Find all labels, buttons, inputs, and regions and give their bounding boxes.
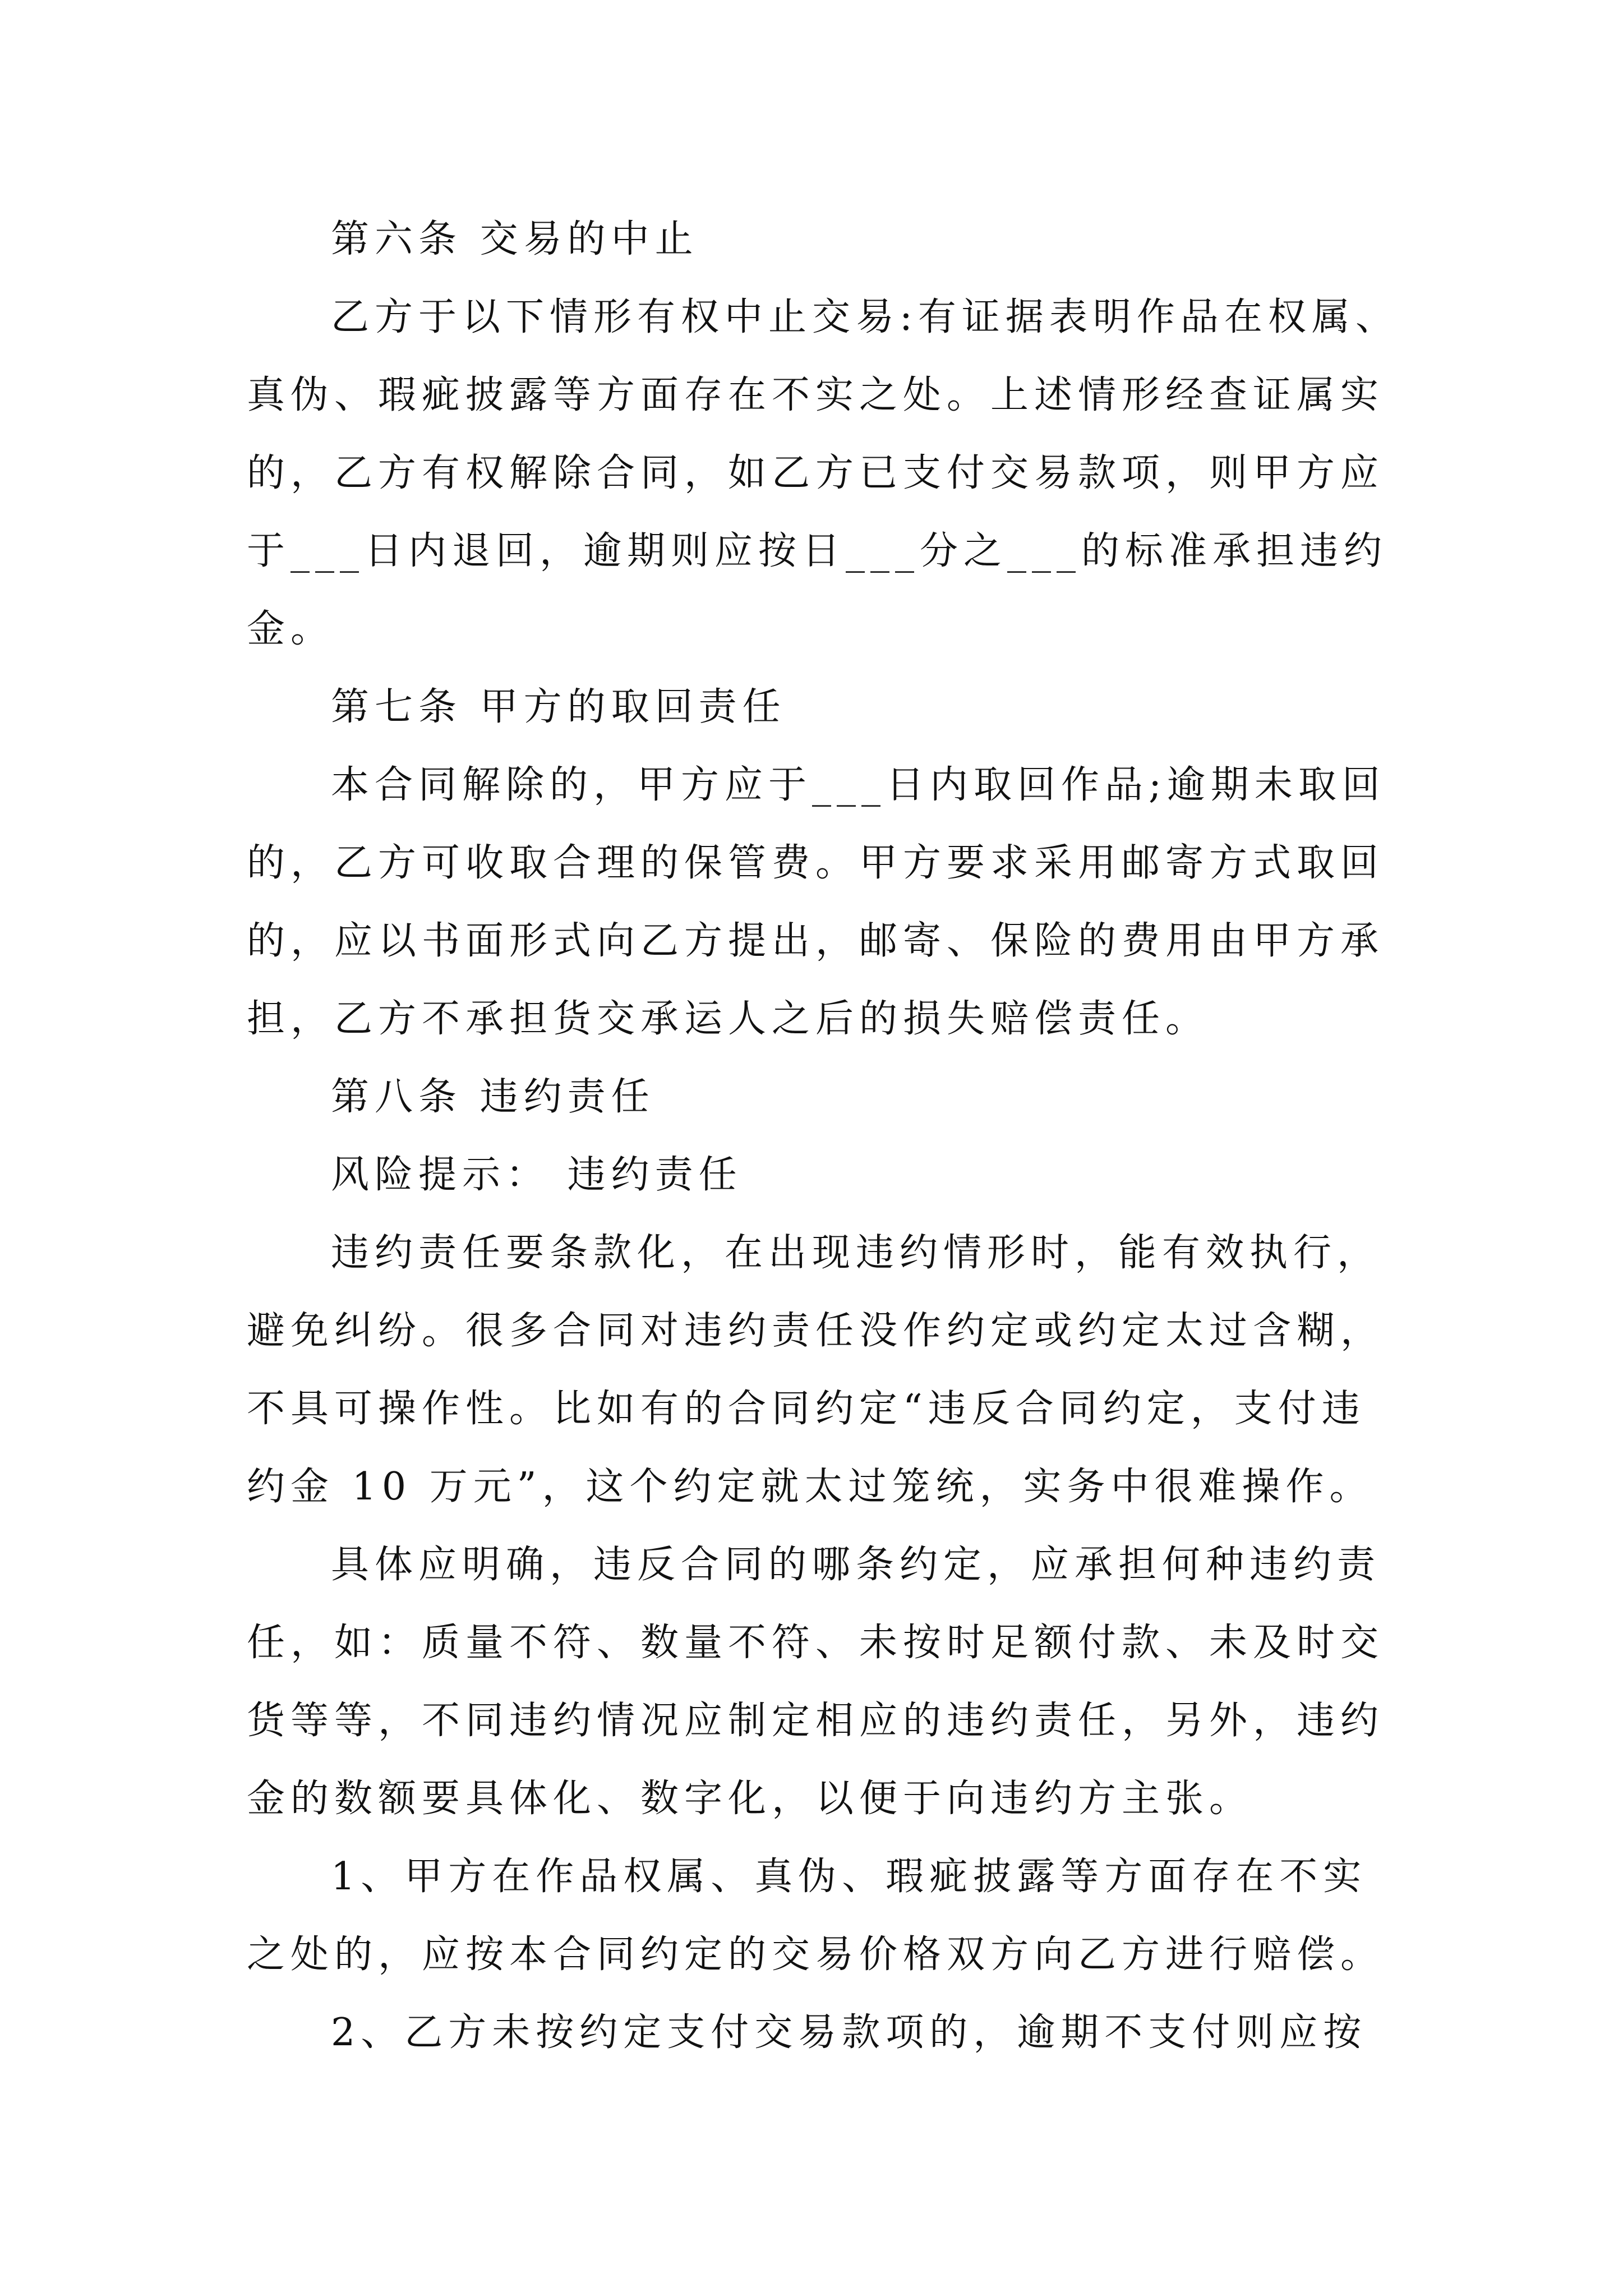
paragraph-line: 的，应以书面形式向乙方提出，邮寄、保险的费用由甲方承 (247, 919, 1385, 963)
article-6-heading: 第六条 交易的中止 (331, 217, 699, 261)
paragraph-line: 真伪、瑕疵披露等方面存在不实之处。上述情形经查证属实 (247, 373, 1385, 417)
paragraph-line: 乙方于以下情形有权中止交易:有证据表明作品在权属、 (331, 295, 1399, 339)
paragraph-line: 金。 (247, 607, 335, 651)
paragraph-line: 的，乙方有权解除合同，如乙方已支付交易款项，则甲方应 (247, 451, 1385, 495)
paragraph-line: 之处的，应按本合同约定的交易价格双方向乙方进行赔偿。 (247, 1932, 1385, 1977)
list-item-1: 1、甲方在作品权属、真伪、瑕疵披露等方面存在不实 (331, 1855, 1367, 1899)
risk-note-heading: 风险提示： 违约责任 (331, 1153, 743, 1197)
article-8-heading: 第八条 违约责任 (331, 1075, 655, 1119)
paragraph-line: 违约责任要条款化，在出现违约情形时，能有效执行， (331, 1231, 1381, 1275)
paragraph-line: 约金 10 万元”，这个约定就太过笼统，实务中很难操作。 (247, 1465, 1373, 1509)
paragraph-line: 避免纠纷。很多合同对违约责任没作约定或约定太过含糊， (247, 1309, 1385, 1353)
paragraph-line: 金的数额要具体化、数字化，以便于向违约方主张。 (247, 1777, 1253, 1821)
article-7-heading: 第七条 甲方的取回责任 (331, 685, 786, 729)
paragraph-line: 担，乙方不承担货交承运人之后的损失赔偿责任。 (247, 997, 1210, 1041)
paragraph-line: 货等等，不同违约情况应制定相应的违约责任，另外，违约 (247, 1699, 1385, 1743)
paragraph-line: 具体应明确，违反合同的哪条约定，应承担何种违约责 (331, 1543, 1381, 1587)
list-item-2: 2、乙方未按约定支付交易款项的，逾期不支付则应按 (331, 2010, 1367, 2055)
paragraph-line: 不具可操作性。比如有的合同约定“违反合同约定，支付违 (247, 1387, 1366, 1431)
paragraph-line: 任，如：质量不符、数量不符、未按时足额付款、未及时交 (247, 1621, 1385, 1665)
paragraph-line: 于___日内退回，逾期则应按日___分之___的标准承担违约 (247, 529, 1388, 573)
paragraph-line: 的，乙方可收取合理的保管费。甲方要求采用邮寄方式取回 (247, 841, 1385, 885)
document-body (247, 210, 1424, 2082)
paragraph-line: 本合同解除的，甲方应于___日内取回作品;逾期未取回 (331, 763, 1386, 807)
